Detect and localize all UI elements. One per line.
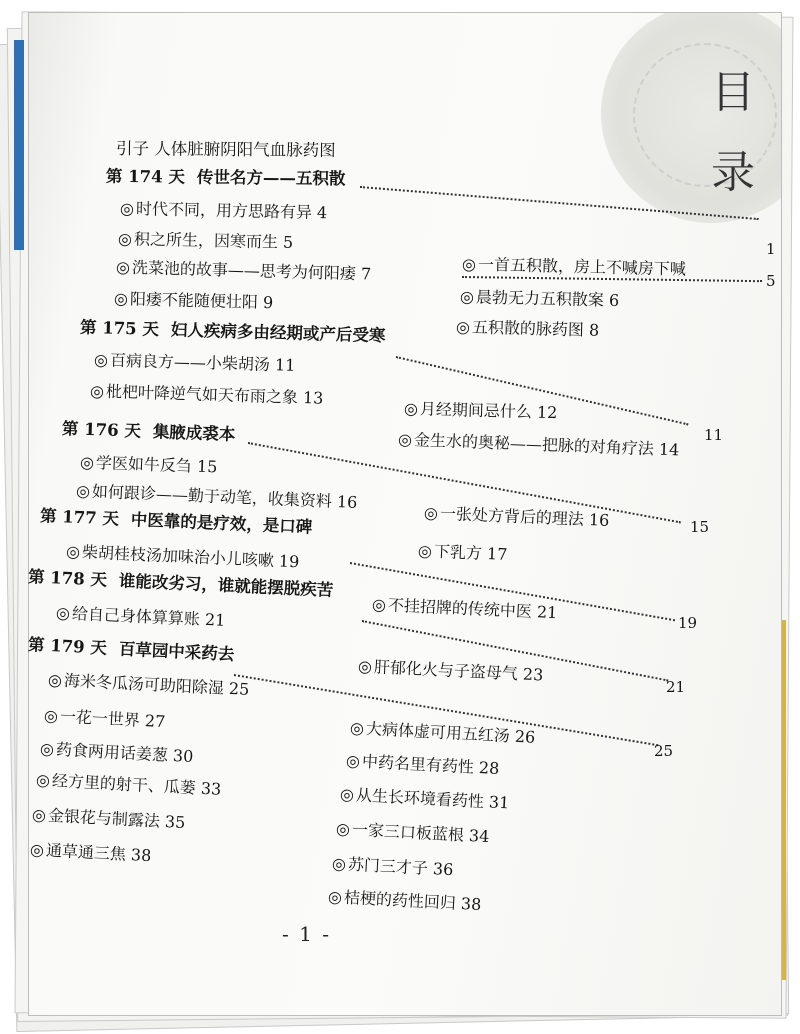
- page-number: 11: [704, 426, 724, 444]
- page-number: 15: [196, 456, 218, 477]
- bullet-icon: ◎: [349, 718, 365, 738]
- footer-page-number: - 1 -: [282, 922, 331, 946]
- chapter-label: 第 175 天: [79, 317, 160, 339]
- entry-title: 一家三口板蓝根: [351, 819, 465, 845]
- bullet-icon: ◎: [119, 198, 135, 219]
- page-number: 21: [666, 678, 686, 696]
- entry-title: 一首五积散，房上不喊房下喊: [477, 254, 687, 279]
- page-number: 1: [766, 240, 776, 258]
- page-number: 13: [302, 388, 324, 408]
- entry-title: 如何跟诊——勤于动笔，收集资料: [91, 481, 333, 511]
- entry-title: 学医如牛反刍: [95, 453, 193, 476]
- entry-title: 经方里的射干、瓜蒌: [51, 770, 197, 798]
- bullet-icon: ◎: [29, 839, 45, 860]
- bullet-icon: ◎: [117, 229, 133, 249]
- page-number: 15: [690, 518, 710, 536]
- bullet-icon: ◎: [75, 481, 91, 501]
- entry-title: 五积散的脉药图: [471, 317, 585, 340]
- chapter-label: 第 177 天: [39, 506, 120, 529]
- chapter-label: 第 174 天: [105, 166, 186, 187]
- entry-title: 月经期间忌什么: [419, 399, 533, 422]
- entry-title: 洗菜池的故事——思考为何阳痿: [131, 257, 357, 284]
- page-number: 19: [678, 614, 698, 632]
- page-number: 11: [274, 355, 296, 375]
- bullet-icon: ◎: [43, 705, 59, 726]
- entry-title: 中药名里有药性: [361, 751, 475, 777]
- bullet-icon: ◎: [455, 317, 471, 337]
- page-number: 4: [316, 202, 328, 223]
- page-number: 12: [536, 402, 558, 423]
- page-number: 17: [486, 544, 508, 564]
- entry-title: 百病良方——小柴胡汤: [109, 350, 271, 375]
- page-number: 5: [282, 232, 294, 252]
- page-number: 34: [468, 825, 490, 847]
- page-number: 35: [164, 811, 186, 833]
- chapter-title: 百草园中采药去: [118, 639, 235, 665]
- page-number: 16: [336, 492, 358, 512]
- chapter-title: 中医靠的是疗效，是口碑: [130, 510, 313, 537]
- entry-title: 一张处方背后的理法: [439, 503, 585, 529]
- page-number: 21: [536, 602, 558, 623]
- bullet-icon: ◎: [357, 656, 373, 677]
- bullet-icon: ◎: [115, 257, 131, 277]
- page-number: 6: [608, 290, 620, 310]
- toc-chapter: [106, 163, 346, 190]
- page-number: 27: [144, 711, 166, 732]
- page-number: 5: [766, 272, 776, 290]
- bullet-icon: ◎: [461, 254, 477, 274]
- toc-heading-char: 目: [711, 67, 755, 118]
- bullet-icon: ◎: [113, 288, 129, 309]
- bullet-icon: ◎: [65, 541, 81, 562]
- toc-heading: [711, 53, 771, 213]
- toc-subentry: [418, 538, 508, 565]
- page-number: 33: [200, 778, 222, 799]
- bullet-icon: ◎: [403, 398, 419, 419]
- page-number: 19: [278, 551, 300, 572]
- page-number: 26: [514, 726, 536, 747]
- bullet-icon: ◎: [339, 784, 355, 805]
- entry-title: 药食两用话姜葱: [55, 739, 169, 765]
- bullet-icon: ◎: [417, 541, 433, 561]
- bullet-icon: ◎: [93, 350, 109, 370]
- entry-title: 给自己身体算算账: [71, 603, 201, 629]
- bullet-icon: ◎: [423, 503, 439, 523]
- entry-title: 苏门三才子: [347, 854, 429, 878]
- page-number: 8: [588, 320, 600, 340]
- chapter-title: 集腋成裘本: [152, 422, 236, 445]
- entry-title: 下乳方: [433, 541, 483, 563]
- entry-title: 晨勃无力五积散案: [475, 287, 605, 310]
- page-number: 14: [658, 439, 680, 460]
- bullet-icon: ◎: [327, 886, 343, 907]
- bullet-icon: ◎: [459, 287, 475, 307]
- toc-intro: 引子 人体脏腑阴阳气血脉药图: [115, 139, 336, 160]
- page-number: 25: [228, 678, 250, 699]
- chapter-label: 第 176 天: [61, 418, 142, 441]
- toc-subentry: [118, 226, 294, 253]
- bullet-icon: ◎: [345, 750, 361, 771]
- entry-title: 金生水的奥秘——把脉的对角疗法: [413, 430, 655, 459]
- entry-title: 柴胡桂枝汤加味治小儿咳嗽: [81, 542, 275, 571]
- entry-title: 积之所生，因寒而生: [133, 229, 279, 252]
- chapter-title: 传世名方——五积散: [196, 167, 346, 189]
- toc-subentry: [80, 450, 218, 478]
- toc-subentry: [456, 314, 600, 340]
- entry-title: 桔梗的药性回归: [343, 887, 457, 913]
- page-number: 36: [432, 859, 454, 880]
- page-number: 28: [478, 757, 500, 779]
- entry-title: 大病体虚可用五红汤: [365, 718, 511, 746]
- blue-book-edge: [14, 40, 24, 250]
- toc-subentry: [114, 286, 274, 313]
- bullet-icon: ◎: [79, 452, 95, 473]
- bullet-icon: ◎: [47, 670, 63, 690]
- bullet-icon: ◎: [35, 770, 51, 790]
- entry-title: 肝郁化火与子盗母气: [373, 657, 519, 684]
- toc-heading-char: 录: [711, 147, 755, 198]
- page-number: 38: [130, 845, 152, 866]
- entry-title: 阳痿不能随便壮阳: [129, 289, 259, 312]
- entry-title: 海米冬瓜汤可助阳除湿: [63, 670, 225, 698]
- toc-subentry: [460, 284, 620, 311]
- page-number: 16: [588, 510, 610, 530]
- bullet-icon: ◎: [55, 603, 71, 623]
- page-number: 21: [204, 609, 226, 630]
- entry-title: 一花一世界: [59, 706, 141, 730]
- toc-subentry: [404, 396, 558, 423]
- entry-title: 不挂招牌的传统中医: [387, 595, 533, 622]
- entry-title: 时代不同，用方思路有异: [135, 199, 313, 222]
- toc-subentry: [120, 196, 328, 223]
- chapter-title: 妇人疾病多由经期或产后受寒: [170, 320, 386, 346]
- entry-title: 通草通三焦: [45, 840, 127, 864]
- page-number: 25: [654, 742, 674, 760]
- bullet-icon: ◎: [397, 429, 413, 450]
- bullet-icon: ◎: [31, 804, 47, 825]
- page-number: 30: [172, 745, 194, 767]
- entry-title: 枇杷叶降逆气如天布雨之象: [105, 381, 299, 407]
- chapter-title: 谁能改劣习，谁就能摆脱疾苦: [118, 571, 334, 600]
- chapter-label: 第 179 天: [27, 634, 108, 658]
- bullet-icon: ◎: [89, 381, 105, 401]
- bullet-icon: ◎: [39, 738, 55, 759]
- bullet-icon: ◎: [371, 594, 387, 615]
- page-number: 9: [262, 292, 274, 313]
- page-number: 31: [488, 792, 510, 813]
- bullet-icon: ◎: [335, 818, 351, 839]
- page-number: 23: [522, 664, 544, 685]
- entry-title: 金银花与制露法: [47, 805, 161, 831]
- page-number: 7: [360, 264, 372, 284]
- chapter-label: 第 178 天: [27, 567, 108, 590]
- entry-title: 从生长环境看药性: [355, 785, 485, 812]
- page-number: 38: [460, 893, 482, 915]
- bullet-icon: ◎: [331, 853, 347, 874]
